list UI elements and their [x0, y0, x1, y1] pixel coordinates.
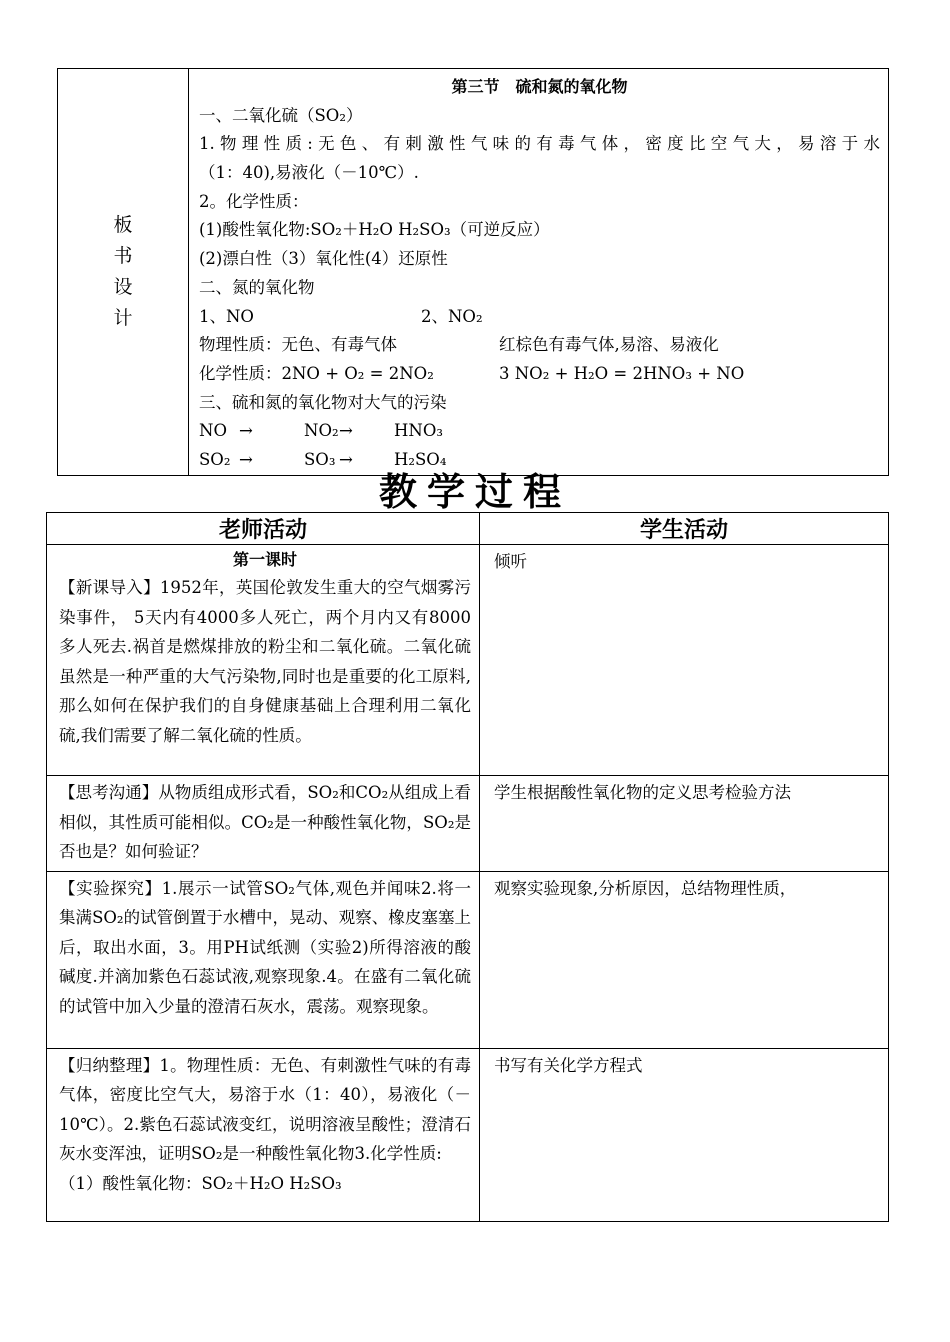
teacher-cell — [47, 545, 480, 776]
teaching-process-title: 教学过程 — [378, 470, 571, 514]
arrow-icon: → — [339, 421, 353, 441]
board-no-physical: 物理性质：无色、有毒气体 — [199, 335, 397, 355]
teaching-process-table — [46, 512, 889, 1222]
student-cell: 书写有关化学方程式 — [480, 1048, 889, 1221]
board-chain-nitrogen — [199, 417, 880, 446]
board-no2-physical: 红棕色有毒气体,易溶、易液化 — [499, 335, 719, 355]
teacher-text-last: （1）酸性氧化物：SO₂＋H₂O H₂SO₃ — [59, 1173, 342, 1193]
chain-item: SO₂ — [199, 449, 231, 469]
board-physical-row — [199, 331, 880, 360]
arrow-icon: → — [339, 449, 353, 469]
table-row — [47, 1048, 889, 1221]
board-chemical-1: (1)酸性氧化物:SO₂＋H₂O H₂SO₃（可逆反应） — [199, 220, 550, 240]
board-no2-label: 2、NO₂ — [421, 306, 483, 326]
chain-item: NO — [199, 421, 227, 441]
board-label-char: 设 — [113, 275, 133, 298]
chain-item: HNO₃ — [394, 421, 443, 441]
board-no-chemical: 化学性质：2NO + O₂ = 2NO₂ — [199, 363, 434, 383]
teacher-cell: 【实验探究】1.展示一试管SO₂气体,观色并闻味2.将一集满SO₂的试管倒置于水槽中，晃动、观察、橡皮塞塞上后，取出水面，3。用PH试纸测（实验2)所得溶液的酸碱度.并滴加紫色石蕊试液,观察现象.4。在盛有二氧化硫的试管中加入少量的澄清石灰水，震荡。观察现象。 — [47, 871, 480, 1048]
board-label-cell — [58, 69, 189, 476]
board-physical-property: 1.物理性质:无色、有刺激性气味的有毒气体，密度比空气大，易溶于水 — [199, 134, 880, 154]
board-no-label: 1、NO — [199, 306, 254, 326]
teacher-cell — [47, 1048, 480, 1221]
board-title: 第三节 硫和氮的氧化物 — [451, 77, 628, 96]
chain-item: H₂SO₄ — [394, 449, 447, 469]
arrow-icon: → — [239, 421, 253, 441]
board-section-2: 二、氮的氧化物 — [199, 277, 315, 297]
teacher-text: 【新课导入】1952年，英国伦敦发生重大的空气烟雾污染事件， 5天内有4000多人死亡，两个月内又有8000多人死去.祸首是燃煤排放的粉尘和二氧化硫。二氧化硫虽然是一种严重的大气污染物,同时也是重要的化工原料,那么如何在保护我们的自身健康基础上合理利用二氧化硫,我们需要了解二氧化硫的性质。 — [59, 578, 471, 745]
board-label-char: 书 — [113, 244, 133, 267]
table-row — [47, 545, 889, 776]
chain-item: NO₂ — [304, 421, 339, 441]
teacher-activity-header: 老师活动 — [47, 513, 480, 545]
lesson-title: 第一课时 — [232, 550, 297, 569]
board-chemical-row — [199, 360, 880, 389]
arrow-icon: → — [239, 449, 253, 469]
board-chemical-2: (2)漂白性（3）氧化性(4）还原性 — [199, 249, 448, 269]
board-content-cell — [189, 69, 889, 476]
student-cell: 倾听 — [480, 545, 889, 776]
table-row — [47, 871, 889, 1048]
teacher-text: 【归纳整理】1。物理性质：无色、有刺激性气味的有毒气体，密度比空气大，易溶于水（1：40），易液化（－10℃）。2.紫色石蕊试液变红，说明溶液呈酸性；澄清石灰水变浑浊，证明SO₂是一种酸性氧化物3.化学性质: — [59, 1055, 471, 1163]
student-activity-header: 学生活动 — [480, 513, 889, 545]
board-physical-property-cont: （1：40),易液化（－10℃）. — [199, 163, 419, 183]
board-no-row — [199, 303, 880, 332]
table-row — [47, 776, 889, 872]
board-no2-chemical: 3 NO₂ + H₂O = 2HNO₃ + NO — [499, 363, 745, 383]
chain-item: SO₃ — [304, 449, 336, 469]
teacher-cell: 【思考沟通】从物质组成形式看，SO₂和CO₂从组成上看相似，其性质可能相似。CO₂是一种酸性氧化物，SO₂是否也是？如何验证？ — [47, 776, 480, 872]
board-section-3: 三、硫和氮的氧化物对大气的污染 — [199, 392, 447, 412]
student-cell: 观察实验现象,分析原因，总结物理性质， — [480, 871, 889, 1048]
board-design-table — [57, 68, 889, 476]
board-label-char: 计 — [113, 306, 133, 329]
student-cell: 学生根据酸性氧化物的定义思考检验方法 — [480, 776, 889, 872]
board-section-1: 一、二氧化硫（SO₂） — [199, 105, 363, 125]
board-label-char: 板 — [113, 213, 133, 236]
board-chemical-heading: 2。化学性质： — [199, 191, 309, 211]
